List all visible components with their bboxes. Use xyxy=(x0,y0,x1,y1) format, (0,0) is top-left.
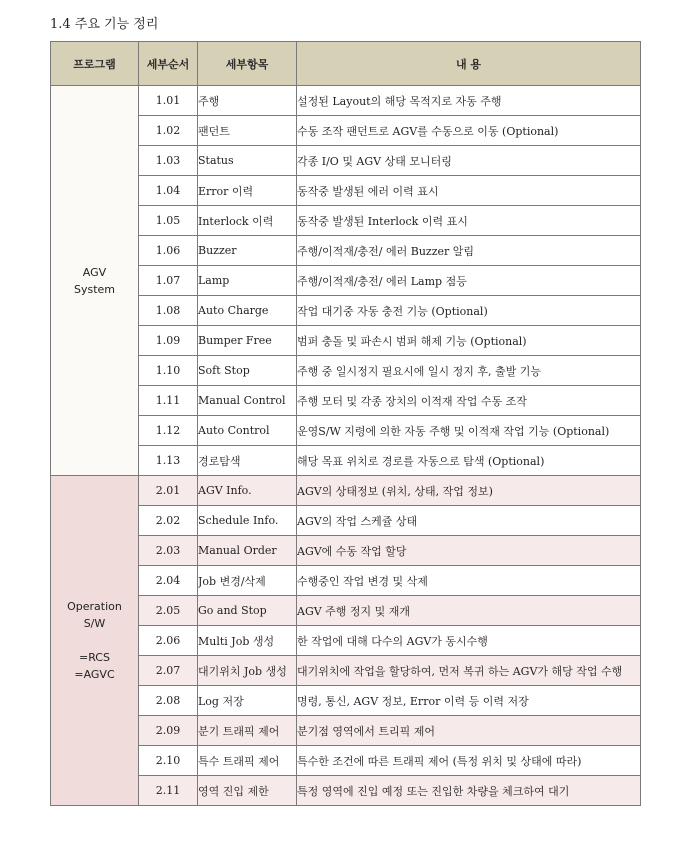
function-table xyxy=(50,41,641,806)
seq-cell: 2.11 xyxy=(139,776,198,806)
table-row xyxy=(51,716,641,746)
seq-cell: 2.09 xyxy=(139,716,198,746)
desc-cell: 주행 모터 및 각종 장치의 이적재 작업 수동 조작 xyxy=(297,386,641,416)
table-row xyxy=(51,416,641,446)
table-row xyxy=(51,596,641,626)
item-cell: 영역 진입 제한 xyxy=(198,776,297,806)
program-group-line: System xyxy=(73,282,116,296)
item-cell: 팬던트 xyxy=(198,116,297,146)
item-cell: 대기위치 Job 생성 xyxy=(198,656,297,686)
program-group-cell xyxy=(51,86,139,476)
table-row xyxy=(51,236,641,266)
desc-cell: AGV의 상태정보 (위치, 상태, 작업 정보) xyxy=(297,476,641,506)
item-cell: 주행 xyxy=(198,86,297,116)
desc-cell: 분기점 영역에서 트리픽 제어 xyxy=(297,716,641,746)
item-cell: Manual Order xyxy=(198,536,297,566)
table-row xyxy=(51,626,641,656)
seq-cell: 2.02 xyxy=(139,506,198,536)
table-row xyxy=(51,776,641,806)
seq-cell: 2.10 xyxy=(139,746,198,776)
table-row xyxy=(51,476,641,506)
desc-cell: 각종 I/O 및 AGV 상태 모니터링 xyxy=(297,146,641,176)
seq-cell: 1.10 xyxy=(139,356,198,386)
table-row xyxy=(51,536,641,566)
seq-cell: 1.05 xyxy=(139,206,198,236)
seq-cell: 1.07 xyxy=(139,266,198,296)
seq-cell: 2.08 xyxy=(139,686,198,716)
table-row xyxy=(51,356,641,386)
program-group-cell xyxy=(51,476,139,806)
seq-cell: 2.06 xyxy=(139,626,198,656)
table-row xyxy=(51,176,641,206)
seq-cell: 2.04 xyxy=(139,566,198,596)
program-group-line: AGV xyxy=(82,265,107,279)
item-cell: Error 이력 xyxy=(198,176,297,206)
header-seq: 세부순서 xyxy=(139,42,198,86)
seq-cell: 1.08 xyxy=(139,296,198,326)
item-cell: Buzzer xyxy=(198,236,297,266)
seq-cell: 1.11 xyxy=(139,386,198,416)
header-program: 프로그램 xyxy=(51,42,139,86)
item-cell: Multi Job 생성 xyxy=(198,626,297,656)
header-content: 내 용 xyxy=(297,42,641,86)
program-group-line: S/W xyxy=(83,617,106,630)
desc-cell: 특수한 조건에 따른 트래픽 제어 (특정 위치 및 상태에 따라) xyxy=(297,746,641,776)
item-cell: 경로탐색 xyxy=(198,446,297,476)
table-row xyxy=(51,296,641,326)
desc-cell: 범퍼 충돌 및 파손시 범퍼 해제 기능 (Optional) xyxy=(297,326,641,356)
desc-cell: 명령, 통신, AGV 정보, Error 이력 등 이력 저장 xyxy=(297,686,641,716)
desc-cell: 수행중인 작업 변경 및 삭제 xyxy=(297,566,641,596)
table-row xyxy=(51,386,641,416)
table-row xyxy=(51,686,641,716)
desc-cell: 설정된 Layout의 해당 목적지로 자동 주행 xyxy=(297,86,641,116)
desc-cell: 작업 대기중 자동 충전 기능 (Optional) xyxy=(297,296,641,326)
seq-cell: 2.01 xyxy=(139,476,198,506)
table-header-row xyxy=(51,42,641,86)
seq-cell: 1.13 xyxy=(139,446,198,476)
desc-cell: AGV에 수동 작업 할당 xyxy=(297,536,641,566)
item-cell: Soft Stop xyxy=(198,356,297,386)
desc-cell: 운영S/W 지령에 의한 자동 주행 및 이적재 작업 기능 (Optional) xyxy=(297,416,641,446)
table-row xyxy=(51,116,641,146)
item-cell: Go and Stop xyxy=(198,596,297,626)
desc-cell: 주행 중 일시정지 필요시에 일시 정지 후, 출발 기능 xyxy=(297,356,641,386)
item-cell: 특수 트래픽 제어 xyxy=(198,746,297,776)
item-cell: Status xyxy=(198,146,297,176)
table-row xyxy=(51,266,641,296)
section-title: 1.4 주요 기능 정리 xyxy=(50,17,159,32)
item-cell: Interlock 이력 xyxy=(198,206,297,236)
item-cell: Log 저장 xyxy=(198,686,297,716)
program-group-line: =AGVC xyxy=(74,668,115,681)
desc-cell: 대기위치에 작업을 할당하여, 먼저 복귀 하는 AGV가 해당 작업 수행 xyxy=(297,656,641,686)
table-row xyxy=(51,446,641,476)
seq-cell: 2.07 xyxy=(139,656,198,686)
item-cell: Auto Control xyxy=(198,416,297,446)
table-row xyxy=(51,746,641,776)
item-cell: Auto Charge xyxy=(198,296,297,326)
table-row xyxy=(51,326,641,356)
table-row xyxy=(51,656,641,686)
desc-cell: 특정 영역에 진입 예정 또는 진입한 차량을 체크하여 대기 xyxy=(297,776,641,806)
seq-cell: 1.03 xyxy=(139,146,198,176)
desc-cell: 한 작업에 대해 다수의 AGV가 동시수행 xyxy=(297,626,641,656)
item-cell: Lamp xyxy=(198,266,297,296)
item-cell: 분기 트래픽 제어 xyxy=(198,716,297,746)
program-group-line xyxy=(51,632,138,649)
program-group-line: Operation xyxy=(67,600,122,613)
seq-cell: 1.02 xyxy=(139,116,198,146)
desc-cell: 수동 조작 팬던트로 AGV를 수동으로 이동 (Optional) xyxy=(297,116,641,146)
program-group-line: =RCS xyxy=(79,651,110,664)
desc-cell: 주행/이적재/충전/ 에러 Buzzer 알림 xyxy=(297,236,641,266)
seq-cell: 1.01 xyxy=(139,86,198,116)
table-row xyxy=(51,506,641,536)
table-row xyxy=(51,206,641,236)
desc-cell: AGV의 작업 스케쥴 상태 xyxy=(297,506,641,536)
item-cell: Schedule Info. xyxy=(198,506,297,536)
desc-cell: 동작중 발생된 에러 이력 표시 xyxy=(297,176,641,206)
item-cell: Job 변경/삭제 xyxy=(198,566,297,596)
item-cell: AGV Info. xyxy=(198,476,297,506)
seq-cell: 1.04 xyxy=(139,176,198,206)
desc-cell: AGV 주행 정지 및 재개 xyxy=(297,596,641,626)
header-item: 세부항목 xyxy=(198,42,297,86)
table-row xyxy=(51,566,641,596)
seq-cell: 2.05 xyxy=(139,596,198,626)
item-cell: Bumper Free xyxy=(198,326,297,356)
table-row xyxy=(51,86,641,116)
item-cell: Manual Control xyxy=(198,386,297,416)
seq-cell: 1.12 xyxy=(139,416,198,446)
desc-cell: 주행/이적재/충전/ 에러 Lamp 점등 xyxy=(297,266,641,296)
table-row xyxy=(51,146,641,176)
seq-cell: 1.06 xyxy=(139,236,198,266)
seq-cell: 2.03 xyxy=(139,536,198,566)
desc-cell: 동작중 발생된 Interlock 이력 표시 xyxy=(297,206,641,236)
seq-cell: 1.09 xyxy=(139,326,198,356)
desc-cell: 해당 목표 위치로 경로를 자동으로 탐색 (Optional) xyxy=(297,446,641,476)
